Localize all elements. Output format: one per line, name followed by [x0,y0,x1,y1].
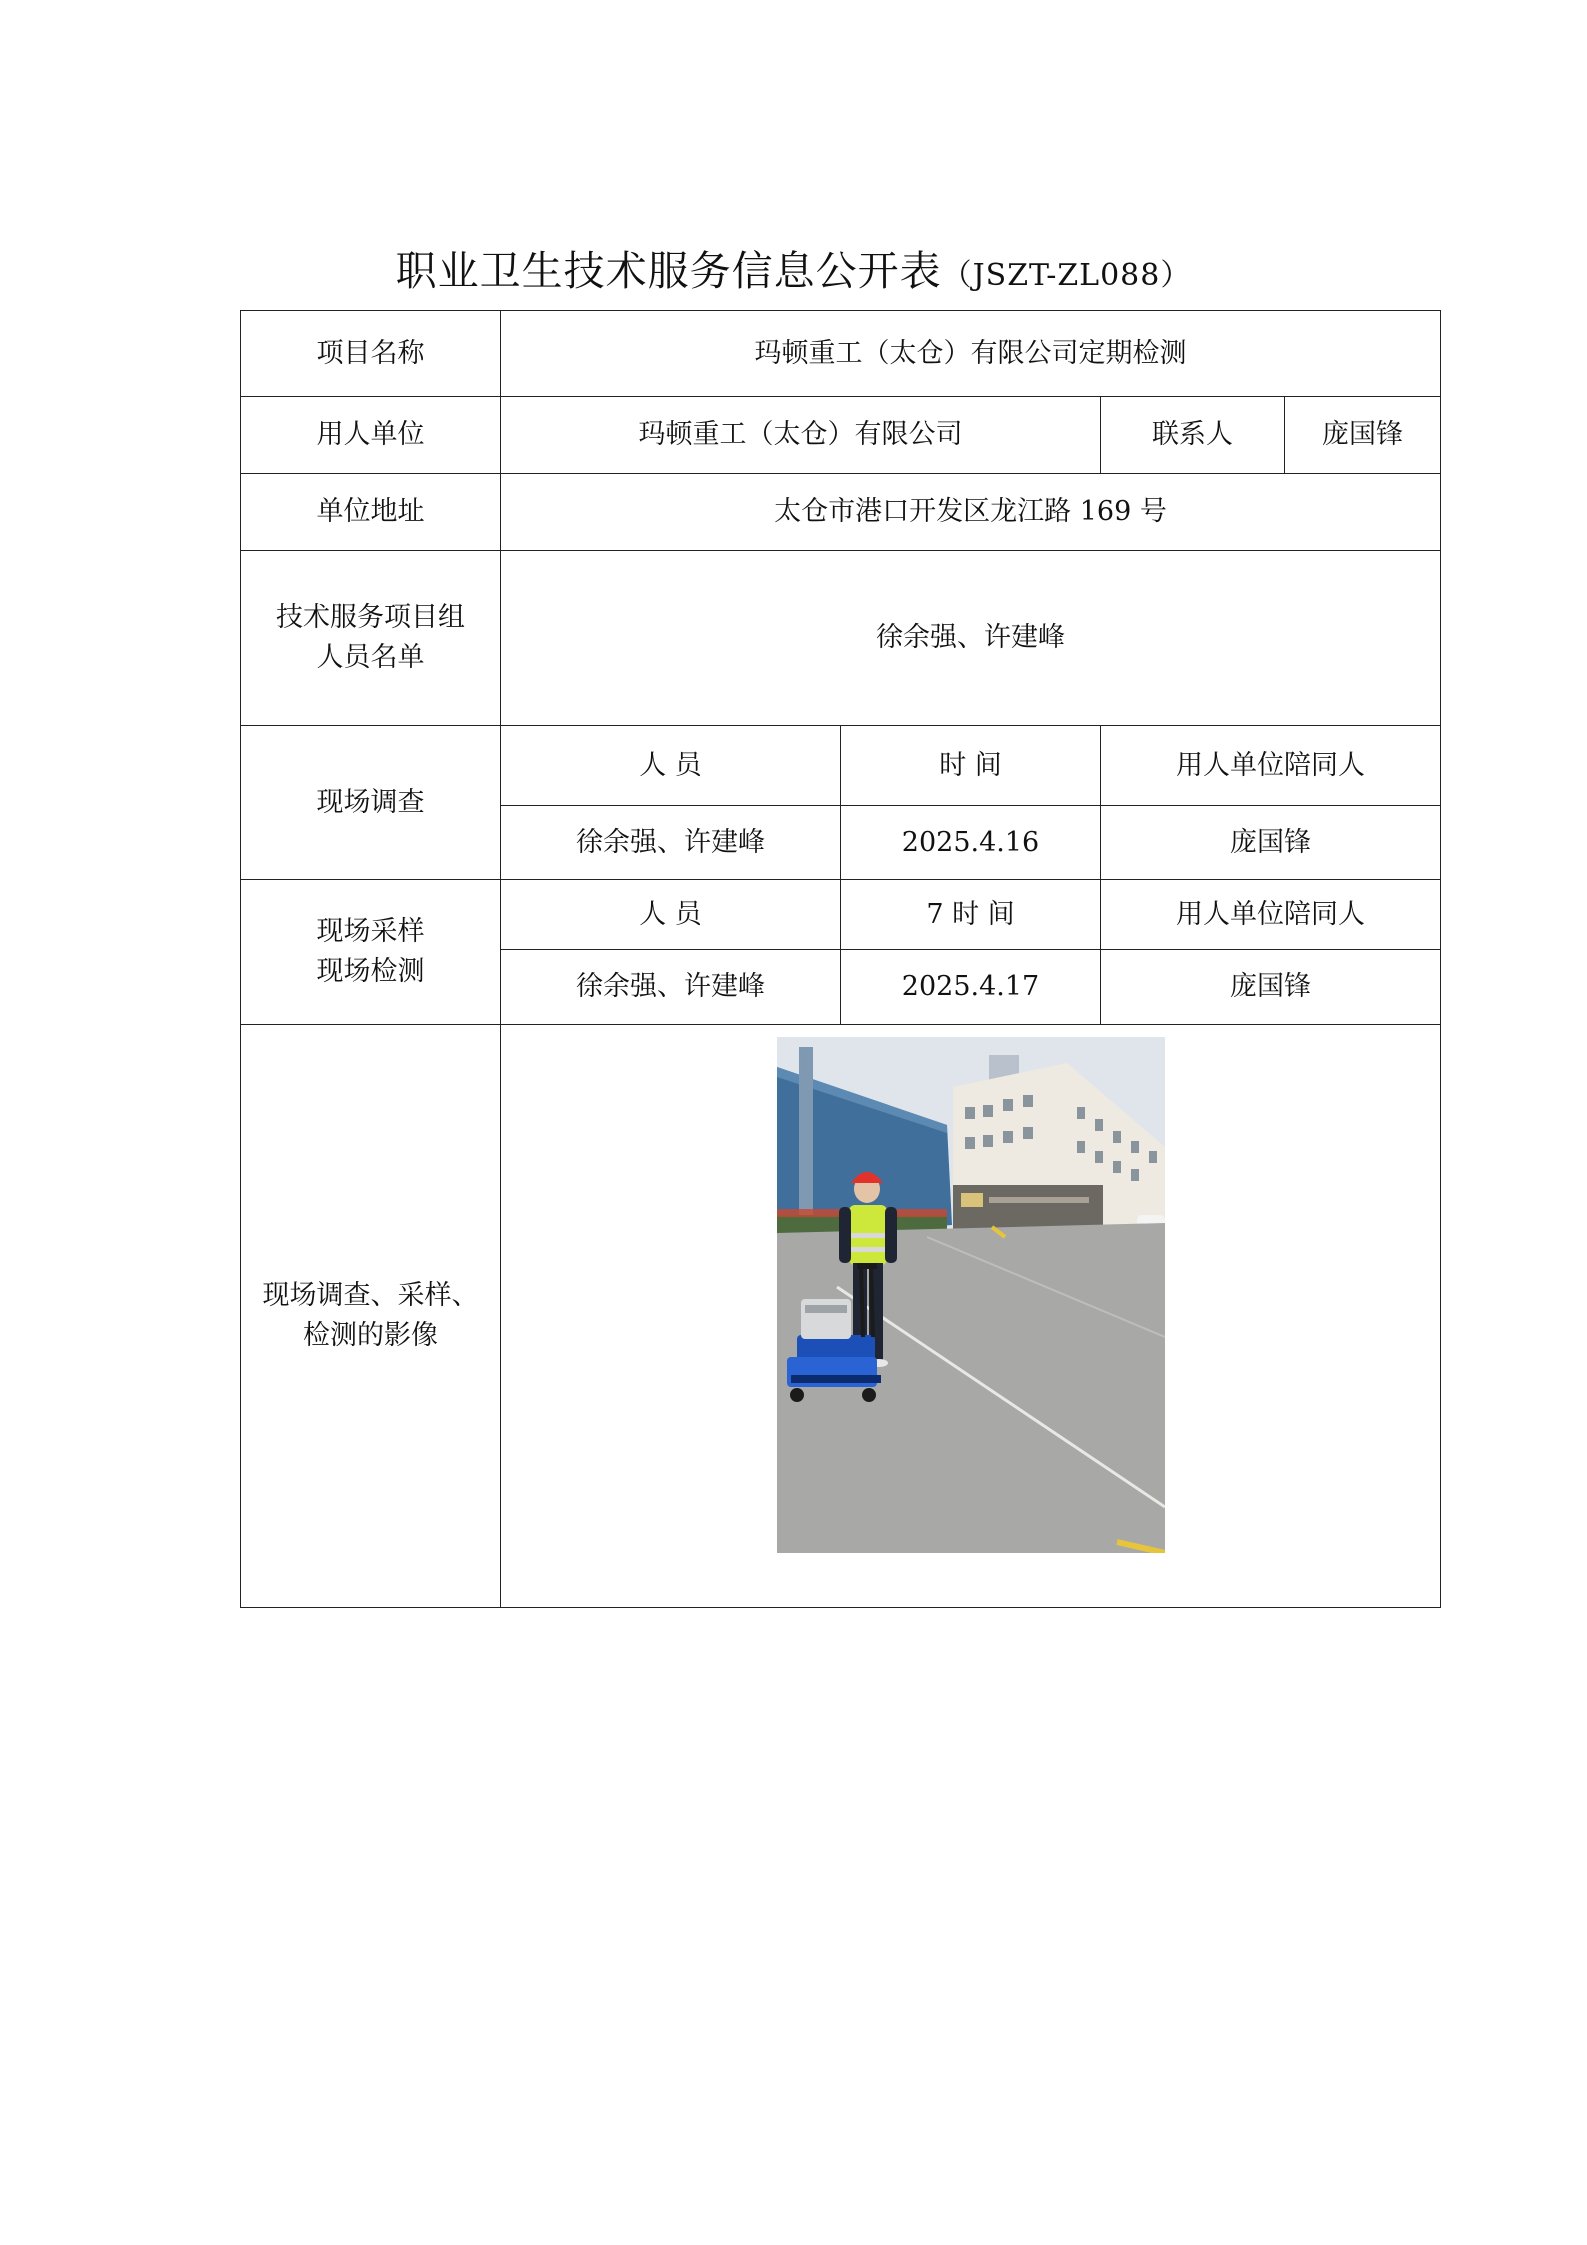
contact-label: 联系人 [1101,397,1285,474]
team-label-line1: 技术服务项目组 [276,602,465,633]
employer-value: 玛顿重工（太仓）有限公司 [501,397,1101,474]
sampling-label-line2: 现场检测 [316,956,425,987]
images-label [241,1025,501,1608]
row-project-name [241,311,1441,397]
employer-label: 用人单位 [241,397,501,474]
sampling-escort-header: 用人单位陪同人 [1101,880,1441,950]
site-survey-label: 现场调查 [241,726,501,880]
row-images [241,1025,1441,1608]
sampling-label-line1: 现场采样 [316,916,425,947]
address-value: 太仓市港口开发区龙江路 169 号 [501,474,1441,551]
team-label [241,551,501,726]
info-table [240,310,1441,1608]
title-text: 职业卫生技术服务信息公开表 [395,247,942,295]
team-value: 徐余强、许建峰 [501,551,1441,726]
project-name-value: 玛顿重工（太仓）有限公司定期检测 [501,311,1441,397]
address-label: 单位地址 [241,474,501,551]
team-label-line2: 人员名单 [316,642,425,673]
images-label-line2: 检测的影像 [303,1320,438,1351]
row-address [241,474,1441,551]
page-title [0,238,1587,297]
contact-value: 庞国锋 [1285,397,1441,474]
site-photo [777,1037,1165,1553]
site-survey-time-header: 时 间 [841,726,1101,806]
site-survey-escort: 庞国锋 [1101,806,1441,880]
sampling-time-header: 7 时 间 [841,880,1101,950]
project-name-label: 项目名称 [241,311,501,397]
images-cell [501,1025,1441,1608]
site-survey-time: 2025.4.16 [841,806,1101,880]
document-code: （JSZT-ZL088） [941,258,1192,293]
site-survey-escort-header: 用人单位陪同人 [1101,726,1441,806]
images-label-line1: 现场调查、采样、 [262,1280,479,1311]
site-survey-personnel-header: 人 员 [501,726,841,806]
sampling-escort: 庞国锋 [1101,950,1441,1025]
sampling-label [241,880,501,1025]
row-sampling-header [241,880,1441,950]
site-survey-personnel: 徐余强、许建峰 [501,806,841,880]
sampling-personnel: 徐余强、许建峰 [501,950,841,1025]
row-team [241,551,1441,726]
sampling-time: 2025.4.17 [841,950,1101,1025]
row-employer [241,397,1441,474]
row-site-survey-header [241,726,1441,806]
sampling-personnel-header: 人 员 [501,880,841,950]
